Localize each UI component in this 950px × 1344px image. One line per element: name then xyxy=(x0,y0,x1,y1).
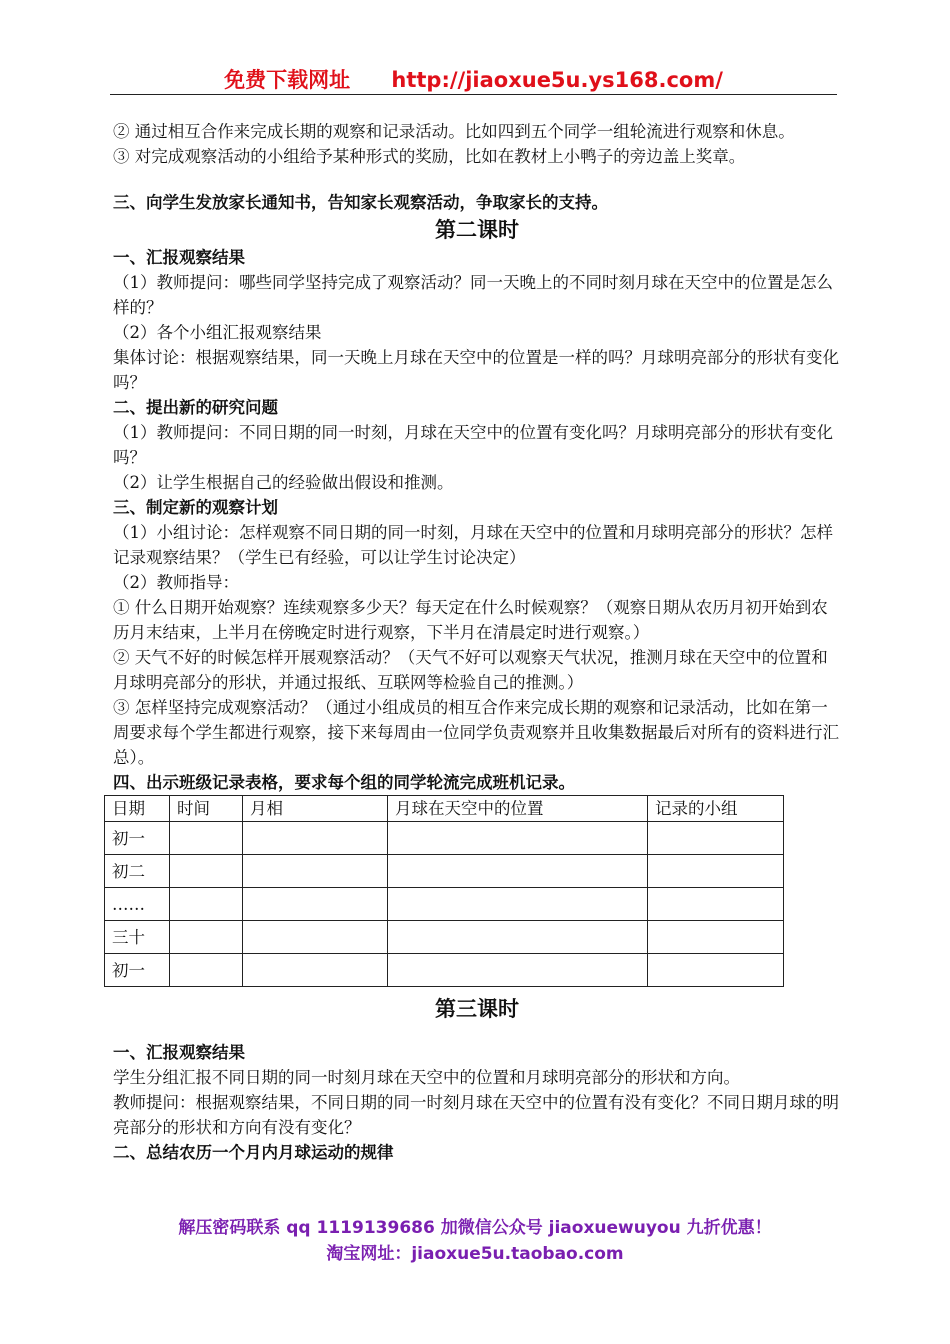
table-empty-cell xyxy=(170,822,243,855)
table-empty-cell xyxy=(243,888,388,921)
page-footer xyxy=(0,1215,950,1267)
page-header xyxy=(110,64,837,95)
table-header-cell: 月球在天空中的位置 xyxy=(388,796,648,822)
lesson-2-paragraph: 集体讨论：根据观察结果，同一天晚上月球在天空中的位置是一样的吗？月球明亮部分的形状有变化吗？ xyxy=(113,348,839,392)
footer-contact-line: 解压密码联系 qq 1119139686 加微信公众号 jiaoxuewuyou 九折优惠！ xyxy=(178,1218,772,1238)
table-row xyxy=(105,921,784,954)
lesson-2-heading-2: 二、提出新的研究问题 xyxy=(113,398,278,417)
table-date-cell: 三十 xyxy=(105,921,170,954)
header-url-link[interactable]: http://jiaoxue5u.ys168.com/ xyxy=(391,68,723,92)
lesson-2-paragraph: （2）让学生根据自己的经验做出假设和推测。 xyxy=(113,473,454,492)
lesson-2-paragraph: ③ 怎样坚持完成观察活动？（通过小组成员的相互合作来完成长期的观察和记录活动，比如在第一周要求每个学生都进行观察，接下来每周由一位同学负责观察并且收集数据最后对所有的资料进行汇总）。 xyxy=(113,698,839,767)
table-row xyxy=(105,888,784,921)
lesson-2-heading-1: 一、汇报观察结果 xyxy=(113,248,245,267)
lesson-2-heading-3: 三、制定新的观察计划 xyxy=(113,498,278,517)
table-empty-cell xyxy=(648,921,784,954)
lesson-3-paragraph: 教师提问：根据观察结果，不同日期的同一时刻月球在天空中的位置有没有变化？不同日期月球的明亮部分的形状和方向有没有变化？ xyxy=(113,1093,839,1137)
table-empty-cell xyxy=(243,855,388,888)
table-empty-cell xyxy=(170,921,243,954)
table-empty-cell xyxy=(243,954,388,987)
table-row xyxy=(105,954,784,987)
table-empty-cell xyxy=(170,954,243,987)
lesson-3-heading-1: 一、汇报观察结果 xyxy=(113,1043,245,1062)
lesson-2-title: 第二课时 xyxy=(435,217,519,242)
table-date-cell: 初一 xyxy=(105,822,170,855)
lesson-2-paragraph: ① 什么日期开始观察？连续观察多少天？每天定在什么时候观察？（观察日期从农历月初开始到农历月末结束，上半月在傍晚定时进行观察，下半月在清晨定时进行观察。） xyxy=(113,598,828,642)
header-label: 免费下载网址 xyxy=(224,68,351,92)
intro-item-3: ③ 对完成观察活动的小组给予某种形式的奖励，比如在教材上小鸭子的旁边盖上奖章。 xyxy=(113,147,746,166)
intro-item-2: ② 通过相互合作来完成长期的观察和记录活动。比如四到五个同学一组轮流进行观察和休息。 xyxy=(113,122,795,141)
table-empty-cell xyxy=(170,888,243,921)
table-empty-cell xyxy=(648,954,784,987)
table-date-cell: …… xyxy=(105,888,170,921)
lesson-3-title: 第三课时 xyxy=(435,996,519,1021)
table-empty-cell xyxy=(243,921,388,954)
lesson-3-heading-2: 二、总结农历一个月内月球运动的规律 xyxy=(113,1143,394,1162)
document-body xyxy=(113,119,841,1165)
table-header-cell: 记录的小组 xyxy=(648,796,784,822)
table-empty-cell xyxy=(388,954,648,987)
table-empty-cell xyxy=(243,822,388,855)
lesson-3-paragraph: 学生分组汇报不同日期的同一时刻月球在天空中的位置和月球明亮部分的形状和方向。 xyxy=(113,1068,740,1087)
section-3-heading: 三、向学生发放家长通知书，告知家长观察活动，争取家长的支持。 xyxy=(113,193,608,212)
lesson-2-heading-4: 四、出示班级记录表格，要求每个组的同学轮流完成班机记录。 xyxy=(113,773,575,792)
table-date-cell: 初一 xyxy=(105,954,170,987)
table-empty-cell xyxy=(170,855,243,888)
table-header-row xyxy=(105,796,784,822)
lesson-2-paragraph: （1）小组讨论：怎样观察不同日期的同一时刻，月球在天空中的位置和月球明亮部分的形状？怎样记录观察结果？（学生已有经验，可以让学生讨论决定） xyxy=(113,523,833,567)
footer-taobao-link[interactable]: 淘宝网址：jiaoxue5u.taobao.com xyxy=(326,1244,624,1264)
lesson-2-paragraph: （1）教师提问：不同日期的同一时刻，月球在天空中的位置有变化吗？月球明亮部分的形状有变化吗？ xyxy=(113,423,833,467)
table-header-cell: 时间 xyxy=(170,796,243,822)
table-empty-cell xyxy=(648,822,784,855)
table-header-cell: 日期 xyxy=(105,796,170,822)
table-header-cell: 月相 xyxy=(243,796,388,822)
lesson-2-paragraph: （2）教师指导： xyxy=(113,573,239,592)
table-date-cell: 初二 xyxy=(105,855,170,888)
lesson-2-paragraph: （2）各个小组汇报观察结果 xyxy=(113,323,322,342)
lesson-2-paragraph: ② 天气不好的时候怎样开展观察活动？（天气不好可以观察天气状况，推测月球在天空中的位置和月球明亮部分的形状，并通过报纸、互联网等检验自己的推测。） xyxy=(113,648,828,692)
table-row xyxy=(105,855,784,888)
observation-record-table xyxy=(104,795,784,987)
table-empty-cell xyxy=(388,888,648,921)
table-empty-cell xyxy=(648,888,784,921)
table-empty-cell xyxy=(648,855,784,888)
lesson-2-paragraph: （1）教师提问：哪些同学坚持完成了观察活动？同一天晚上的不同时刻月球在天空中的位置是怎么样的？ xyxy=(113,273,833,317)
table-empty-cell xyxy=(388,921,648,954)
table-empty-cell xyxy=(388,822,648,855)
table-row xyxy=(105,822,784,855)
table-empty-cell xyxy=(388,855,648,888)
